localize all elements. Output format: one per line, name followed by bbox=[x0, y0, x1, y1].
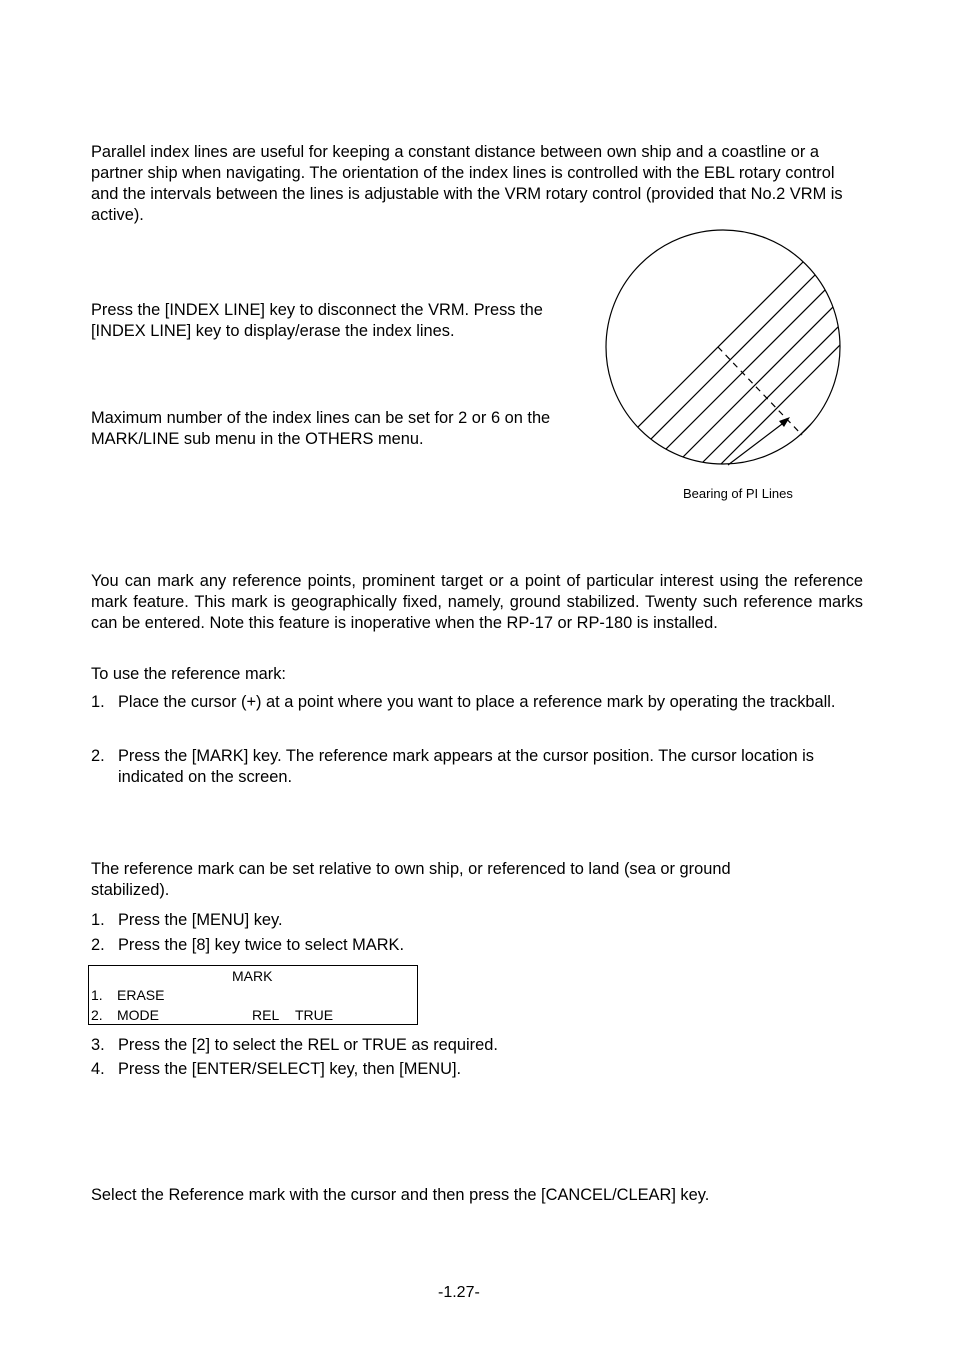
erase-paragraph: Select the Reference mark with the cursor and then press the [CANCEL/CLEAR] key. bbox=[91, 1186, 710, 1204]
mode-step-3 bbox=[91, 1035, 791, 1056]
step-number: 2. bbox=[91, 747, 105, 765]
menu-row-number: 1. bbox=[91, 987, 103, 1003]
mode-step-2 bbox=[91, 935, 791, 956]
radar-circle bbox=[606, 230, 840, 464]
max-index-lines-paragraph: Maximum number of the index lines can be set for 2 or 6 on the MARK/LINE sub menu in the OTHERS menu. bbox=[91, 409, 551, 448]
menu-item-mode[interactable]: MODE bbox=[117, 1007, 159, 1023]
step-number: 1. bbox=[91, 693, 105, 711]
menu-row-number: 2. bbox=[91, 1007, 103, 1023]
parallel-index-lines-figure bbox=[600, 225, 850, 475]
use-step-1 bbox=[91, 692, 863, 736]
menu-title: MARK bbox=[232, 968, 273, 984]
step-text: Press the [MARK] key. The reference mark appears at the cursor position. The cursor location is indicated on the screen. bbox=[118, 747, 815, 786]
menu-option-rel[interactable]: REL bbox=[252, 1007, 280, 1023]
mode-paragraph: The reference mark can be set relative to own ship, or referenced to land (sea or ground stabilized). bbox=[91, 860, 731, 899]
intro-paragraph: Parallel index lines are useful for keeping a constant distance between own ship and a coastline or a partner ship when navigating. The orientation of the index lines is controlled with the EBL rotary control and the intervals between the lines is adjustable with the VRM rotary control (provided that No.2 VRM is active). bbox=[91, 143, 843, 224]
mode-step-1 bbox=[91, 910, 791, 931]
mark-menu-box bbox=[88, 965, 418, 1025]
step-text: Press the [MENU] key. bbox=[118, 911, 283, 929]
menu-item-erase[interactable]: ERASE bbox=[117, 987, 165, 1003]
step-text: Press the [ENTER/SELECT] key, then [MENU]. bbox=[118, 1060, 462, 1078]
step-number: 2. bbox=[91, 936, 105, 954]
step-text: Press the [8] key twice to select MARK. bbox=[118, 936, 405, 954]
page-number: -1.27- bbox=[438, 1284, 480, 1301]
reference-mark-paragraph: You can mark any reference points, prominent target or a point of particular interest using the reference mark feature. This mark is geographically fixed, namely, ground stabilized. Twenty such reference marks can be entered. Note this feature is inoperative when the RP-17 or RP-180 is installed. bbox=[91, 572, 863, 632]
step-number: 3. bbox=[91, 1036, 105, 1054]
mode-step-4 bbox=[91, 1059, 791, 1080]
to-use-label: To use the reference mark: bbox=[91, 665, 286, 683]
step-number: 4. bbox=[91, 1060, 105, 1078]
step-text: Place the cursor (+) at a point where you want to place a reference mark by operating the trackball. bbox=[118, 693, 836, 711]
index-line-key-paragraph: Press the [INDEX LINE] key to disconnect the VRM. Press the [INDEX LINE] key to display/erase the index lines. bbox=[91, 301, 543, 340]
menu-option-true[interactable]: TRUE bbox=[295, 1007, 334, 1023]
use-step-2 bbox=[91, 746, 863, 790]
step-number: 1. bbox=[91, 911, 105, 929]
step-text: Press the [2] to select the REL or TRUE as required. bbox=[118, 1036, 498, 1054]
index-line bbox=[600, 225, 850, 475]
figure-caption: Bearing of PI Lines bbox=[683, 486, 793, 501]
